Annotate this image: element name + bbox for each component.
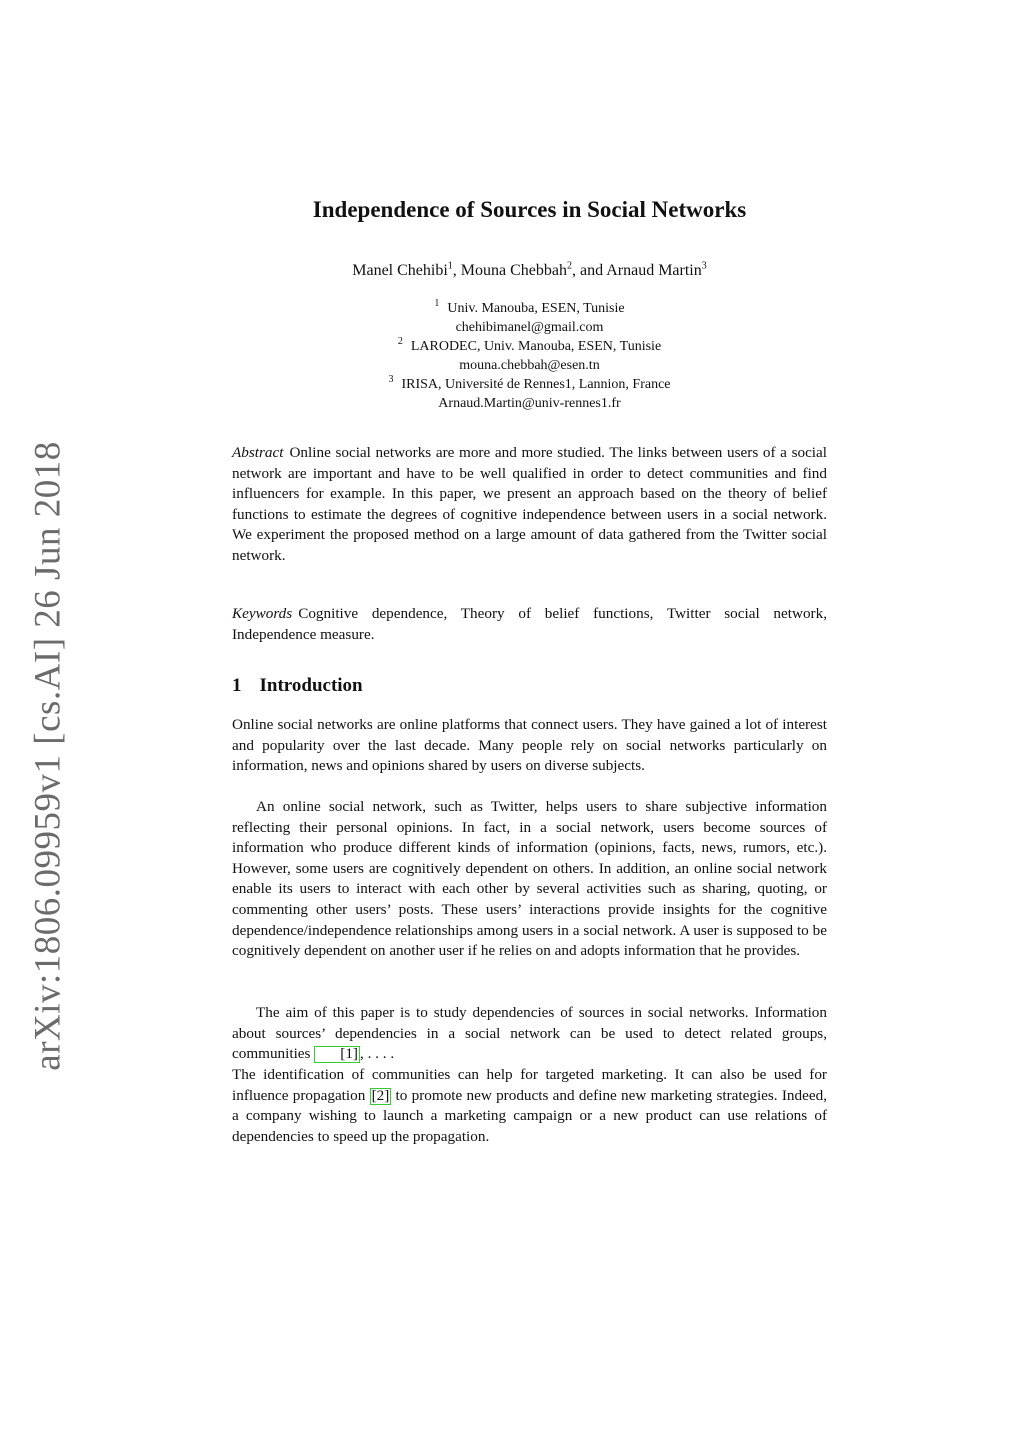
author-affiliation-mark: 3 [701,260,707,272]
abstract-label: Abstract [232,444,284,461]
arxiv-identifier-stamp: arXiv:1806.09959v1 [cs.AI] 26 Jun 2018 [27,441,69,1071]
keywords-text: Cognitive dependence, Theory of belief functions, Twitter social network, Independence measure. [232,605,827,643]
affiliation-email: mouna.chebbah@esen.tn [459,358,600,373]
section-heading [232,674,827,698]
affiliation-institution [232,299,827,318]
affiliation-email: chehibimanel@gmail.com [455,320,604,335]
abstract-text: Online social networks are more and more studied. The links between users of a social network are important and have to be well qualified in order to detect communities and find influencers for example. In this paper, we present an approach based on the theory of belief functions to estimate the degrees of cognitive independence between users in a social network. We experiment the proposed method on a large amount of data gathered from the Twitter social network. [232,444,827,564]
intro-paragraph-1: Online social networks are online platforms that connect users. They have gained a lot of interest and popularity over the last decade. Many people rely on social networks particularly on information, news and opinions shared by users on diverse subjects. [232,716,827,775]
affiliation-email: Arnaud.Martin@univ-rennes1.fr [438,396,621,411]
keywords-label: Keywords [232,605,293,622]
author-name: Arnaud Martin [606,262,702,279]
author-separator: , and [572,262,607,279]
paragraph-text: to promote new products and define new marketing strategies. Indeed, a company wishing to launch a marketing campaign or a new product can use relations of dependencies to speed up the propagation. [232,1086,827,1145]
author-list [232,261,827,281]
citation-link[interactable]: [1] [314,1046,360,1063]
author-name: Mouna Chebbah [460,262,567,279]
affiliation-mark: 2 [397,336,403,348]
affiliation-institution [232,337,827,356]
section-number: 1 [232,675,242,696]
paper-title: Independence of Sources in Social Networks [312,197,747,222]
author-affiliation-mark: 1 [447,260,453,272]
affiliation-mark: 3 [388,374,394,386]
section-title: Introduction [259,675,363,696]
affiliation-text: IRISA, Université de Rennes1, Lannion, France [401,377,671,392]
paragraph-text: , . . . . [359,1045,395,1063]
author-separator: , [452,262,461,279]
keywords [232,604,827,645]
intro-paragraph-2: An online social network, such as Twitter, helps users to share subjective information reflecting their personal opinions. In fact, in a social network, users become sources of information who produce different kinds of information (opinions, facts, news, rumors, etc.). However, some users are cognitively dependent on others. In addition, an online social network enable its users to interact with each other by several activities such as sharing, quoting, or commenting other users’ posts. These users’ interactions provide insights for the cognitive dependence/independence relationships among users in a social network. A user is supposed to be cognitively dependent on another user if he relies on and adopts information that he provides. [232,798,827,960]
affiliation-institution [232,375,827,394]
author-name: Manel Chehibi [352,262,448,279]
author-affiliation-mark: 2 [567,260,572,272]
affiliation-text: LARODEC, Univ. Manouba, ESEN, Tunisie [410,339,662,354]
paragraph-text: The identification of communities can help for targeted marketing. It can also be used for influence propagation [232,1066,827,1104]
citation-link[interactable]: [2] [371,1086,390,1104]
paragraph-text: The aim of this paper is to study dependencies of sources in social networks. Information about sources’ dependencies in a social network can be used to detect related groups, communities [232,1004,827,1063]
affiliation-text: Univ. Manouba, ESEN, Tunisie [447,301,625,316]
intro-paragraph-4 [232,1065,827,1147]
intro-paragraph-3 [232,1003,827,1065]
affiliation-mark: 1 [434,298,440,310]
abstract [232,443,827,567]
